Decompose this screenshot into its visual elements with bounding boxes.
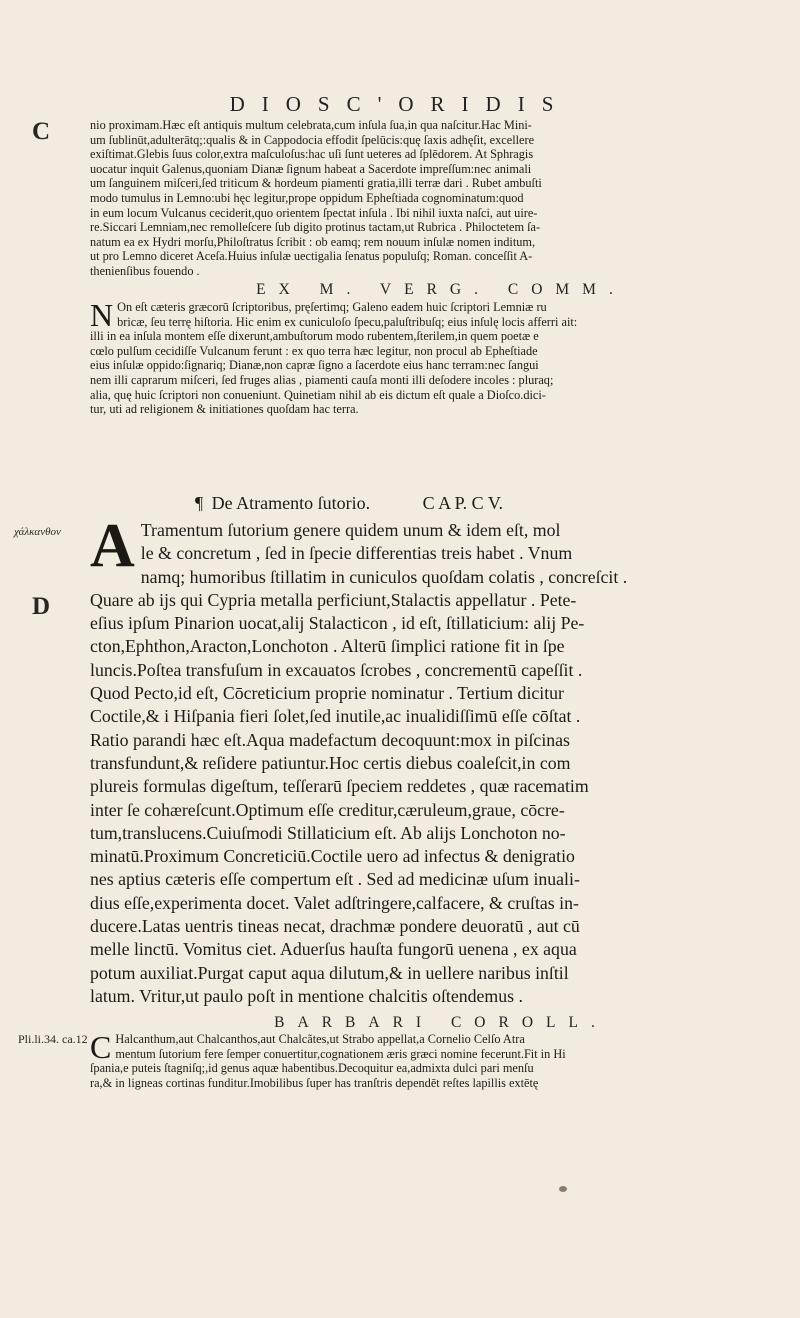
text-line: Ratio parandi hæc eſt.Aqua madefactum decoquunt:mox in piſcinas: [90, 729, 570, 750]
text-line: Coctile,& i Hiſpania fieri ſolet,ſed inutile,ac inualidiſſimū eſſe cōſtat .: [90, 706, 581, 727]
text-line: plureis formulas digeſtum, teſſerarū ſpeciem reddetes , quæ racematim: [90, 776, 589, 797]
text-line: cton,Ephthon,Aracton,Lonchoton . Alterū ſimplici ratione fit in ſpe: [90, 636, 565, 657]
text-line: luncis.Poſtea transfuſum in excauatos ſcrobes , concrementū capeſſit .: [90, 659, 583, 680]
text-line: natum ea ex Hydri morſu,Philoſtratus ſcribit : ob eamq; rem nouum inſulæ nomen inditum,: [90, 234, 536, 249]
text-line: mentum ſutorium fere ſemper conuertitur,cognationem æris græci nomine fecerunt.Fit in Hi: [115, 1046, 566, 1061]
text-line: potum auxiliat.Purgat caput aqua dilutum,& in uellere naribus inſtil: [90, 962, 569, 983]
text-line: Quod Pecto,id eſt, Cōcreticium proprie nominatur . Tertium dicitur: [90, 683, 564, 704]
subhead-barbari: BARBARI COROLL.: [274, 1014, 608, 1031]
ink-spot-icon: [556, 1184, 570, 1194]
text-line: re.Siccari Lemniam,nec remolleſcere ſub digito protinus tactam,ut Rubrica . Philoctetem ſa-: [90, 220, 541, 235]
text-line: alia, quę huic ſcriptori non conueniunt. Quinetiam nihil ab eis dictum eſt quale a Dioſco.dici-: [90, 387, 546, 402]
margin-letter-c: C: [32, 118, 51, 145]
margin-greek-note: χάλκανθον: [14, 526, 61, 538]
text-line: nem illi caprarum miſceri, ſed fruges alias , piamenti cauſa monti illi deſodere incoles : pluraq;: [90, 372, 554, 387]
text-line: ra,& in ligneas cortinas funditur.Imobilibus ſuper has tranſtris dependēt reſtes lapillis extētę: [90, 1075, 539, 1090]
text-line: cœlo pulſum cecidiſſe Vulcanum ferunt : ex quo terra hæc legitur, non procul ab Epheſtiade: [90, 343, 538, 358]
text-line: dius eſſe,experimenta docet. Valet adſtringere,calfacere, & cruſtas in-: [90, 892, 579, 913]
text-line: thenienſibus fouendo .: [90, 263, 200, 278]
main-text: [90, 512, 792, 1008]
chapter-number: C A P. C V.: [422, 493, 504, 513]
text-line: ut pro Lemno diceret Aceſa.Huius inſulæ uectigalia ſenatus populuſq; Roman. conceſſit A-: [90, 249, 533, 264]
text-line: Quare ab ijs qui Cypria metalla perficiunt,Stalactis appellatur . Pete-: [90, 589, 577, 610]
drop-capital: A: [90, 512, 135, 580]
text-line: illi in ea inſula montem eſſe dixerunt,ambuſtorum modo rubentem,ſterilem,in quem poetæ e: [90, 329, 539, 344]
text-line: eius inſulæ oppido:ſignariq; Dianæ,non capræ ſigno a ſacerdote eius hanc terram:nec ſangui: [90, 358, 539, 373]
text-line: On eſt cæteris græcorū ſcriptoribus, pręſertimq; Galeno eadem huic ſcriptori Lemniæ ru: [117, 300, 547, 314]
text-line: tum,translucens.Cuiuſmodi Stillaticium eſt. Ab alijs Lonchoton no-: [90, 822, 566, 843]
margin-reference: Pli.li.34. ca.12: [18, 1032, 88, 1046]
running-header: DIOSC'ORIDIS: [229, 92, 571, 116]
text-line: um ſublinūt,adulterātq;:qualis & in Cappodocia effodit ſpelūcis:quę ſaxis adhęſit, excellere: [90, 132, 535, 147]
commentary-barbari: [90, 1029, 792, 1090]
text-line: ſpania,e puteis ſtagniſq;,id genus aquæ habentibus.Decoquitur ea,admixta dulci pari menſu: [90, 1061, 534, 1076]
text-line: uocatur inquit Galenus,quoniam Dianæ ſignum habeat a Sacerdote impreſſum:nec animali: [90, 161, 532, 176]
commentary-top: [90, 118, 792, 279]
text-line: inter ſe cohæreſcunt.Optimum eſſe creditur,cæruleum,graue, cōcre-: [90, 799, 565, 820]
text-line: nio proximam.Hæc eſt antiquis multum celebrata,cum inſula ſua,in qua naſcitur.Hac Mini-: [90, 118, 532, 132]
subhead-mverg: EX M. VERG. COMM.: [256, 281, 626, 298]
text-line: in eum locum Vulcanus ceciderit,quo orientem ſpectat inſula . Ibi nihil iuxta naſci, aut uire-: [90, 205, 538, 220]
text-line: bricæ, ſeu terrę hiſtoria. Hic enim ex cuniculoſo ſpecu,paluſtribuſq; eius inſulę locis afferri ait:: [117, 314, 578, 329]
text-line: ducere.Latas uentris tineas necat, drachmæ pondere deuoratū , aut cū: [90, 916, 580, 937]
drop-capital: C: [90, 1029, 112, 1065]
text-line: transfundunt,& reſidere patiuntur.Hoc certis diebus coaleſcit,in com: [90, 752, 571, 773]
pilcrow-icon: ¶: [195, 493, 204, 513]
text-line: nes aptius cæteris eſſe compertum eſt . Sed ad medicinæ uſum inuali-: [90, 869, 580, 890]
text-line: eſius ipſum Pinarion uocat,alij Stalacticon , id eſt, ſtillaticium: alij Pe-: [90, 613, 585, 634]
text-line: modo tumulus in Lemno:ubi hęc legitur,prope oppidum Epheſtiada cognominatum:quod: [90, 190, 524, 205]
chapter-title: De Atramento ſutorio.: [211, 493, 371, 513]
commentary-verg: [90, 297, 792, 417]
text-line: latum. Vritur,ut paulo poſt in mentione chalcitis oſtendemus .: [90, 985, 523, 1006]
text-line: melle linctū. Vomitus ciet. Aduerſus hauſta fungorū uenena , ex aqua: [90, 939, 577, 960]
margin-letter-d: D: [32, 593, 51, 620]
text-line: um ſanguinem miſceri,ſed triticum & hordeum piamenti gratia,illi terræ dari . Rubet ambuſti: [90, 176, 542, 191]
drop-capital: N: [90, 297, 114, 333]
text-line: exiſtimat.Glebis ſuus color,extra maſculoſus:hac uſi ſunt ueteres ad ſplēdorem. At Sphragis: [90, 147, 534, 162]
text-line: tur, uti ad religionem & initiationes quoſdam hac terra.: [90, 402, 359, 417]
text-line: le & concretum , ſed in ſpecie differentias treis habet . Vnum: [140, 543, 573, 564]
text-line: Tramentum ſutorium genere quidem unum & idem eſt, mol: [140, 520, 561, 540]
chapter-heading: [90, 493, 800, 514]
text-line: minatū.Proximum Concreticiū.Coctile uero ad infectus & denigratio: [90, 846, 575, 867]
text-line: namq; humoribus ſtillatim in cuniculos quoſdam colatis , concreſcit .: [140, 566, 628, 587]
text-line: Halcanthum,aut Chalcanthos,aut Chalcãtes,ut Strabo appellat,a Cornelio Celſo Atra: [115, 1032, 525, 1046]
